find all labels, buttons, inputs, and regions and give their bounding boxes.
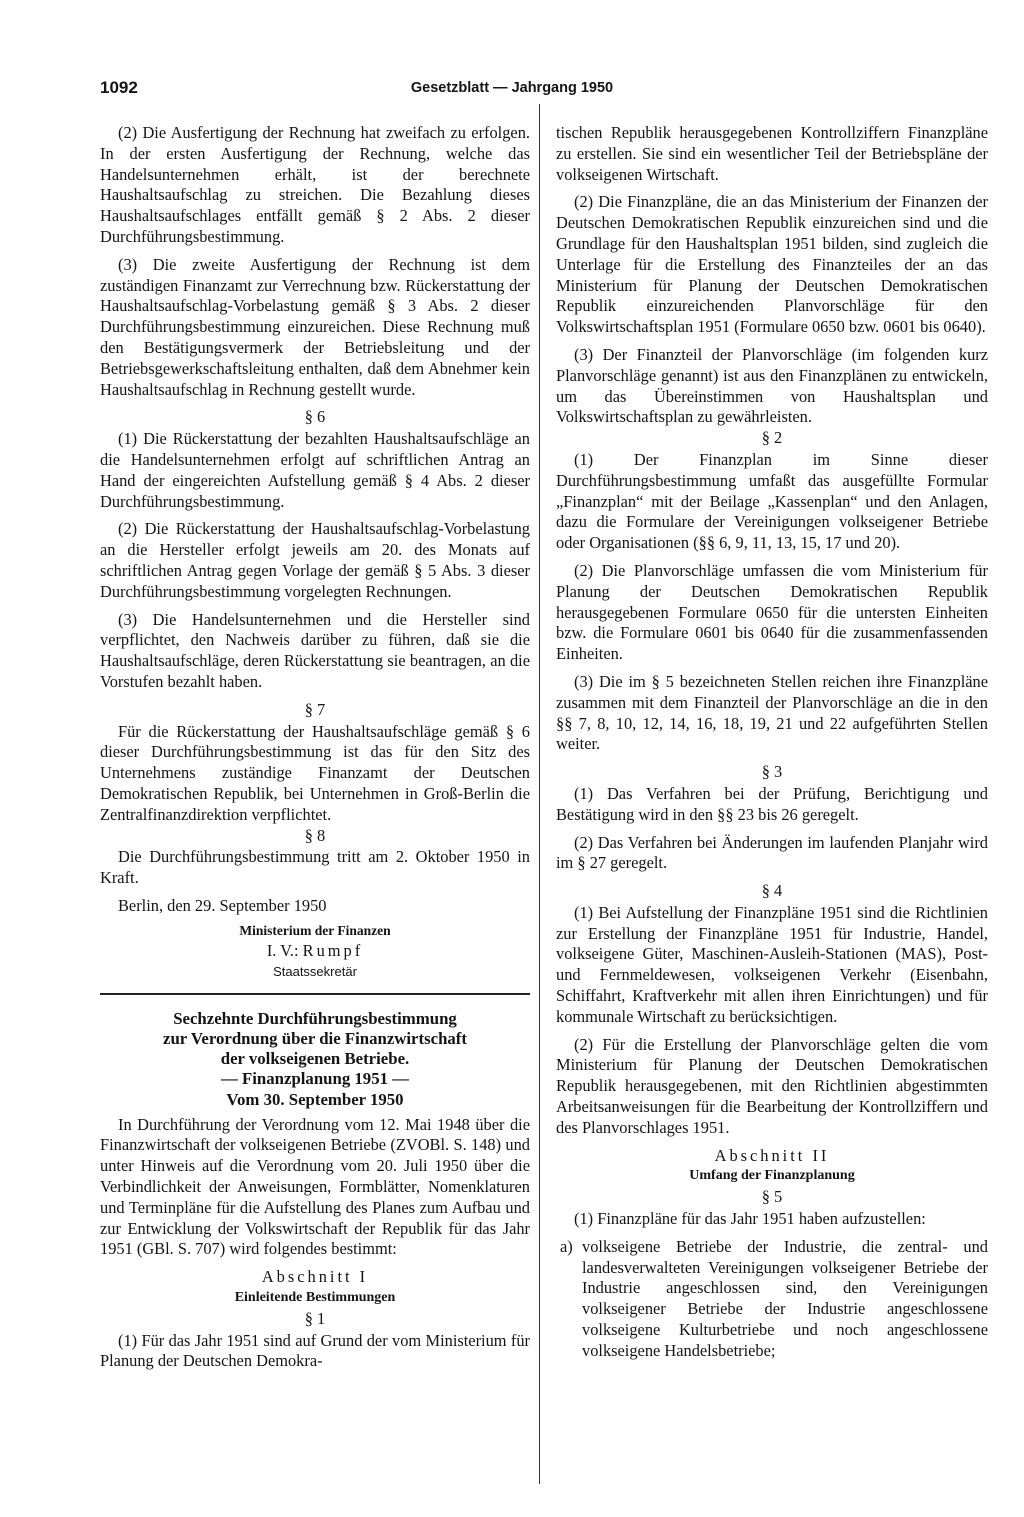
list-item	[556, 1237, 988, 1362]
paragraph: tischen Republik herausgegebenen Kontrollziffern Finanzpläne zu erstellen. Sie sind ein wesentlicher Teil der Betriebspläne der volkseigenen Wirtschaft.	[556, 123, 988, 184]
paragraph: (1) Finanzpläne für das Jahr 1951 haben aufzustellen:	[574, 1209, 926, 1229]
law-date: Vom 30. September 1950	[226, 1089, 404, 1109]
chapter-heading: Abschnitt I	[261, 1267, 369, 1287]
paragraph: (3) Der Finanzteil der Planvorschläge (im folgenden kurz Planvorschläge genannt) ist aus den Finanzplänen zu entwickeln, um das Übereinstimmen von Haushaltsplan und Volkswirtschaftsplan zu gewährleisten.	[556, 344, 988, 427]
law-subtitle: — Finanzplanung 1951 —	[221, 1069, 409, 1089]
signatory-name: Rumpf	[302, 941, 364, 961]
page-header	[100, 78, 924, 102]
chapter-title: Einleitende Bestimmungen	[234, 1290, 396, 1306]
paragraph: (1) Bei Aufstellung der Finanzpläne 1951 sind die Richtlinien zur Erstellung der Finanzpläne 1951 für Industrie, Handel, volkseigene Güter, Maschinen-Ausleih-Stationen (MAS), Post- und Fernmeldewesen, volkseigenen Verkehr (Eisenbahn, Schiffahrt, Kraftverkehr mit allen ihren Einrichtungen) und für kommunale Wirtschaft zu berücksichtigen.	[556, 902, 988, 1026]
paragraph: (2) Die Finanzpläne, die an das Ministerium der Finanzen der Deutschen Demokratischen Republik einzureichen sind und die Grundlage für den Haushaltsplan 1951 bilden, sind zugleich die Unterlage für die Erstellung des Finanzteiles der an das Ministerium für Planung der Deutschen Demokratischen Republik einzureichenden Planvorschläge für den Volkswirtschaftsplan 1951 (Formulare 0650 bzw. 0601 bis 0640).	[556, 192, 988, 337]
list-item-text: volkseigene Betriebe der Industrie, die zentral- und landesverwalteten Vereinigungen volkseigener Betriebe der Industrie angeschlossen sind, den Vereinigungen volkseigener Betriebe der Industrie angeschlossene volkseigene Kulturbetriebe und noch angeschlossene volkseigene Handelsbetriebe;	[582, 1236, 988, 1360]
page-number: 1092	[100, 78, 138, 97]
paragraph: (3) Die im § 5 bezeichneten Stellen reichen ihre Finanzpläne zusammen mit dem Finanzteil der Planvorschläge an die in den §§ 7, 8, 10, 12, 14, 16, 18, 19, 21 und 22 aufgeführten Stellen weiter.	[556, 671, 988, 754]
section-heading: § 8	[304, 825, 326, 845]
paragraph: (3) Die Handelsunternehmen und die Hersteller sind verpflichtet, den Nachweis darüber zu führen, daß sie die Haushaltsaufschläge, deren Rückerstattung sie beantragen, an die Vorstufen bezahlt haben.	[100, 609, 530, 691]
section-heading: § 7	[304, 699, 326, 719]
paragraph: Für die Rückerstattung der Haushaltsaufschläge gemäß § 6 dieser Durchführungsbestimmung ist das für den Sitz des Unternehmens zuständige Finanzamt der Deutschen Demokratischen Republik, bei Unternehmen in Groß-Berlin die Zentralfinanzdirektion verpflichtet.	[100, 721, 530, 824]
law-title-line-3: der volkseigenen Betriebe.	[220, 1049, 410, 1069]
paragraph: In Durchführung der Verordnung vom 12. Mai 1948 über die Finanzwirtschaft der volkseigenen Betriebe (ZVOBl. S. 148) und unter Hinweis auf die Verordnung vom 20. Juli 1950 über die Verbindlichkeit der Anweisungen, Formblätter, Nomenklaturen und Terminpläne für die Aufstellung des Planes zum Aufbau und zur Entwicklung der Volkswirtschaft der Republik für das Jahr 1951 (GBl. S. 707) wird folgendes bestimmt:	[100, 1114, 530, 1259]
section-heading: § 6	[304, 407, 326, 427]
right-column	[556, 123, 988, 1362]
chapter-title: Umfang der Finanzplanung	[689, 1168, 855, 1184]
paragraph: Die Durchführungsbestimmung tritt am 2. Oktober 1950 in Kraft.	[100, 847, 530, 888]
paragraph: (2) Die Rückerstattung der Haushaltsaufschlag-Vorbelastung an die Hersteller erfolgt jeweils am 20. des Monats auf schriftlichen Antrag gegen Vorlage der gemäß § 5 Abs. 3 dieser Durchführungsbestimmung vorgelegten Rechnungen.	[100, 519, 530, 601]
paragraph: (2) Die Planvorschläge umfassen die vom Ministerium für Planung der Deutschen Demokratischen Republik herausgegebenen Formulare 0650 für die untersten Einheiten bzw. die Formulare 0601 bis 0640 für die zusammenfassenden Einheiten.	[556, 560, 988, 664]
paragraph: (2) Das Verfahren bei Änderungen im laufenden Planjahr wird im § 27 geregelt.	[556, 832, 988, 873]
law-title-line-1: Sechzehnte Durchführungsbestimmung	[173, 1009, 457, 1029]
section-separator	[100, 993, 530, 995]
signature-prefix: I. V.:	[266, 941, 299, 961]
law-title-line-2: zur Verordnung über die Finanzwirtschaft	[163, 1029, 467, 1049]
column-divider	[539, 104, 540, 1484]
paragraph: (2) Die Ausfertigung der Rechnung hat zweifach zu erfolgen. In der ersten Ausfertigung der Rechnung, welche das Handelsunternehmen erhält, ist der berechnete Haushaltsaufschlag zu streichen. Die Bezahlung dieses Haushaltsaufschlages entfällt gemäß § 2 Abs. 2 dieser Durchführungsbestimmung.	[100, 123, 530, 246]
paragraph: (1) Das Verfahren bei der Prüfung, Berichtigung und Bestätigung wird in den §§ 23 bis 26 geregelt.	[556, 783, 988, 824]
paragraph: (3) Die zweite Ausfertigung der Rechnung ist dem zuständigen Finanzamt zur Verrechnung bzw. Rückerstattung der Haushaltsaufschlag-Vorbelastung gemäß § 3 Abs. 2 dieser Durchführungsbestimmung einzureichen. Diese Rechnung muß den Bestätigungsvermerk der Betriebsleitung und der Betriebsgewerkschaftsleitung enthalten, daß dem Abnehmer kein Haushaltsaufschlag in Rechnung gestellt wurde.	[100, 254, 530, 399]
signature-line	[100, 941, 530, 962]
ministry-name: Ministerium der Finanzen	[239, 922, 391, 938]
section-heading: § 2	[761, 428, 783, 448]
signatory-title: Staatssekretär	[273, 964, 357, 980]
section-heading: § 3	[761, 762, 783, 782]
section-heading: § 4	[761, 881, 783, 901]
date-line: Berlin, den 29. September 1950	[118, 895, 327, 915]
paragraph: (2) Für die Erstellung der Planvorschläge gelten die vom Ministerium für Planung der Deutschen Demokratischen Republik herausgegebenen, mit den Richtlinien abgestimmten Arbeitsanweisungen für die Bearbeitung der Kontrollziffern und des Planvorschlages 1951.	[556, 1034, 988, 1137]
paragraph: (1) Für das Jahr 1951 sind auf Grund der vom Ministerium für Planung der Deutschen Demokra-	[100, 1330, 530, 1371]
list-marker: a)	[560, 1236, 573, 1256]
running-title: Gesetzblatt — Jahrgang 1950	[410, 80, 614, 96]
section-heading: § 1	[304, 1308, 326, 1328]
left-column	[100, 123, 530, 1379]
paragraph: (1) Die Rückerstattung der bezahlten Haushaltsaufschläge an die Handelsunternehmen erfolgt auf schriftlichen Antrag an Hand der eingereichten Aufstellung gemäß § 4 Abs. 2 dieser Durchführungsbestimmung.	[100, 429, 530, 511]
paragraph: (1) Der Finanzplan im Sinne dieser Durchführungsbestimmung umfaßt das ausgefüllte Formular „Finanzplan“ mit der Beilage „Kassenplan“ und den Anlagen, dazu die Formulare der Vereinigungen volkseigener Betriebe oder Organisationen (§§ 6, 9, 11, 13, 15, 17 und 20).	[556, 449, 988, 553]
section-heading: § 5	[761, 1187, 783, 1207]
chapter-heading: Abschnitt II	[714, 1145, 830, 1165]
